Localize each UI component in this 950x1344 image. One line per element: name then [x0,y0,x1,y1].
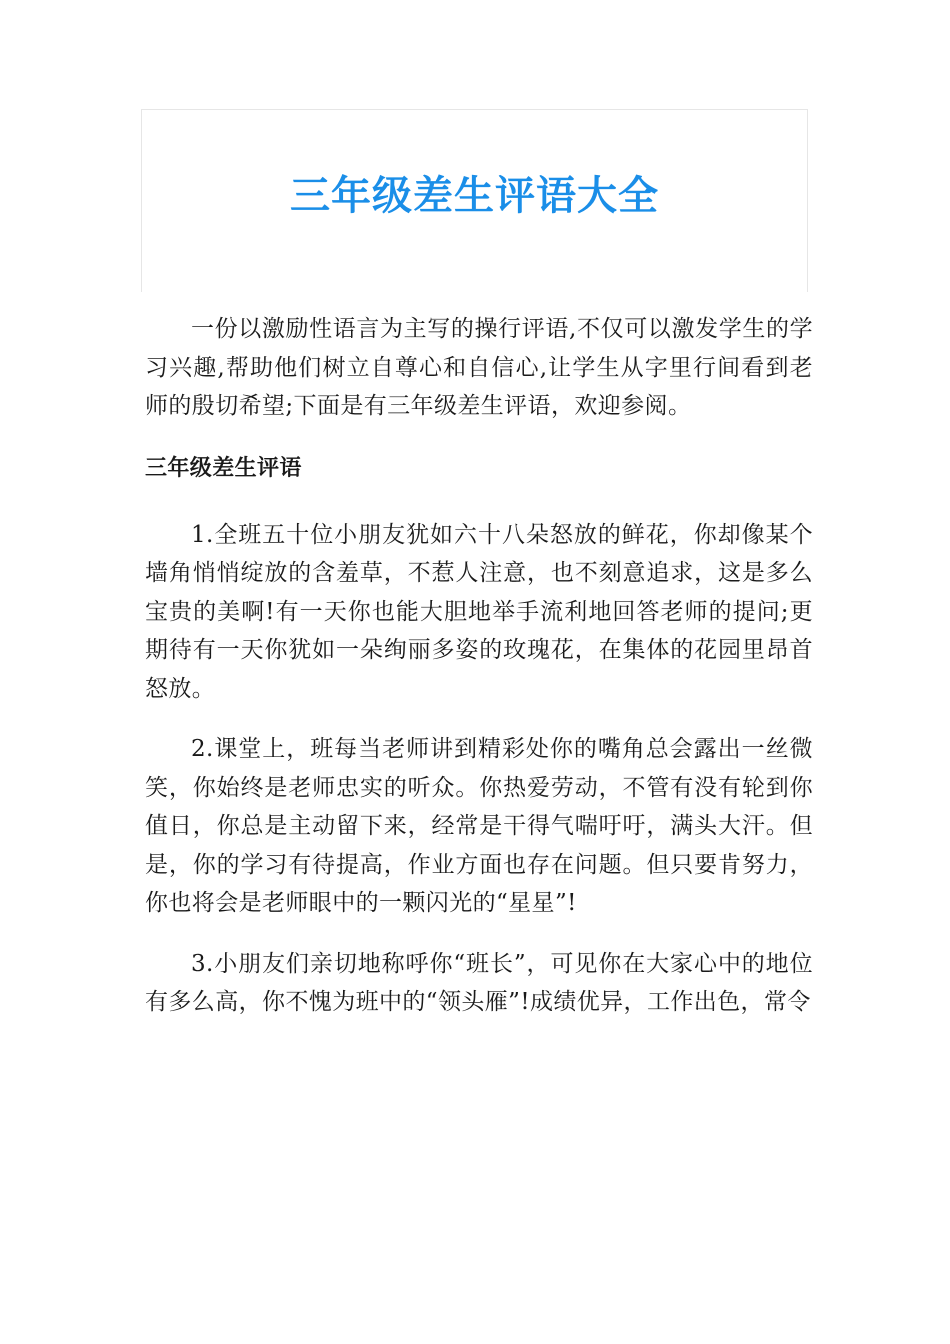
section-heading: 三年级差生评语 [145,455,302,481]
comment-item-3: 3.小朋友们亲切地称呼你“班长”，可见你在大家心中的地位有多么高，你不愧为班中的“领头雁”!成绩优异，工作出色，常令 [145,950,813,1015]
comment-item-2: 2.课堂上，班每当老师讲到精彩处你的嘴角总会露出一丝微笑，你始终是老师忠实的听众。你热爱劳动，不管有没有轮到你值日，你总是主动留下来，经常是干得气喘吁吁，满头大汗。但是，你的学习有待提高，作业方面也存在问题。但只要肯努力，你也将会是老师眼中的一颗闪光的“星星”! [145,736,813,916]
title-box [141,109,808,292]
comment-item-1: 1.全班五十位小朋友犹如六十八朵怒放的鲜花，你却像某个墙角悄悄绽放的含羞草，不惹人注意，也不刻意追求，这是多么宝贵的美啊!有一天你也能大胆地举手流利地回答老师的提问;更期待有一天你犹如一朵绚丽多姿的玫瑰花，在集体的花园里昂首怒放。 [145,521,813,702]
document-body [145,310,813,1044]
document-title: 三年级差生评语大全 [290,173,659,219]
intro-paragraph: 一份以激励性语言为主写的操行评语,不仅可以激发学生的学习兴趣,帮助他们树立自尊心和自信心,让学生从字里行间看到老师的殷切希望;下面是有三年级差生评语，欢迎参阅。 [145,316,813,419]
